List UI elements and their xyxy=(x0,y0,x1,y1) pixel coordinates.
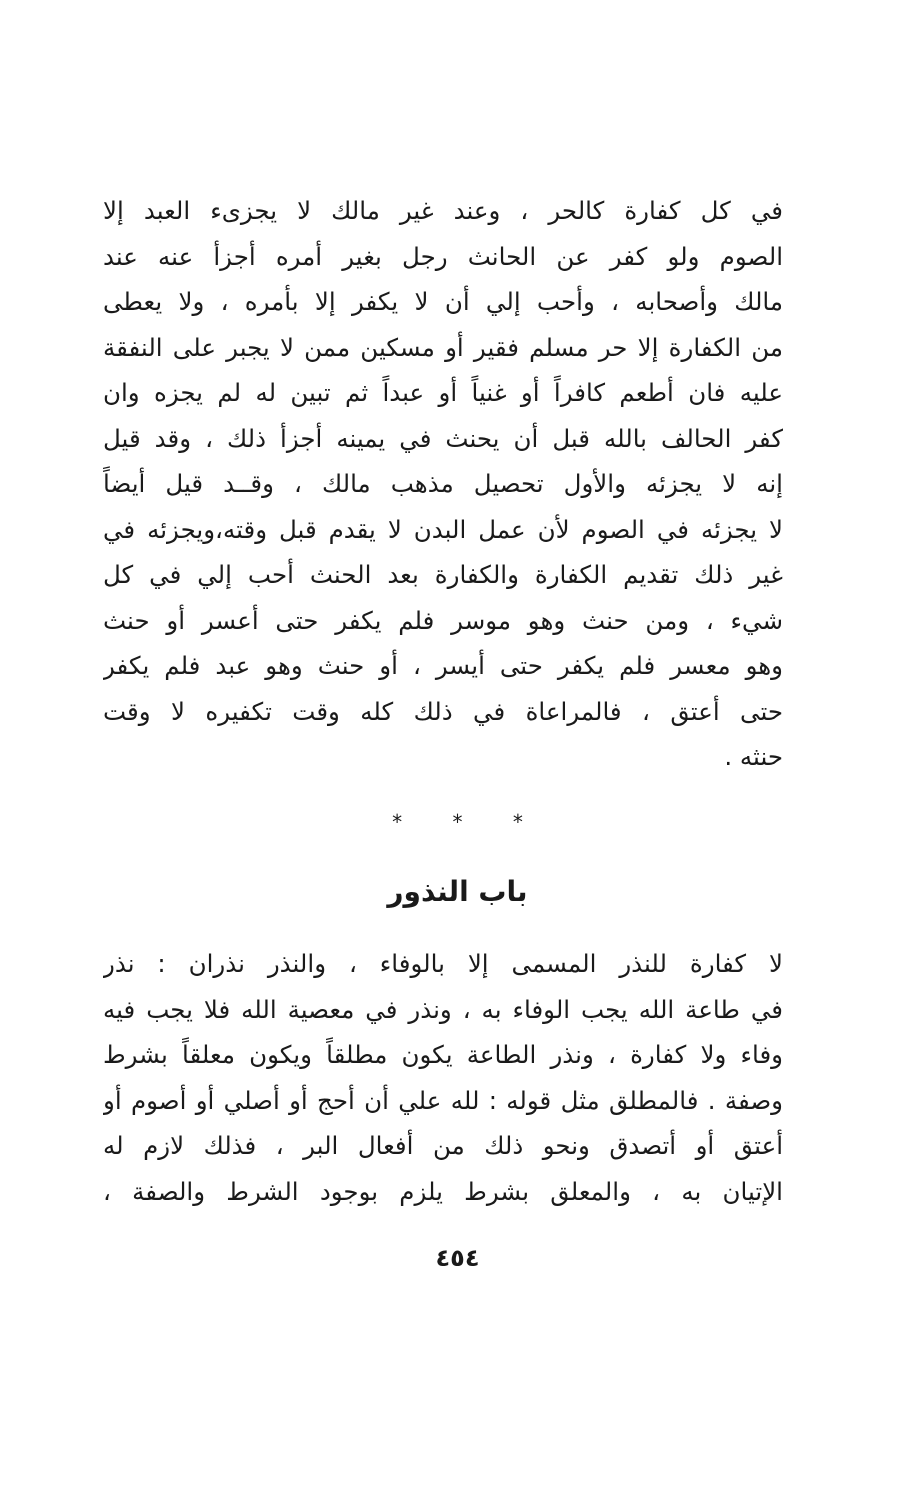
text-line: وفاء ولا كفارة ، ونذر الطاعة يكون مطلقاً ويكون معلقاً بشرط xyxy=(103,1040,783,1069)
text-line: غير ذلك تقديم الكفارة والكفارة بعد الحنث أحب إلي في كل xyxy=(103,560,783,589)
text-line: وصفة . فالمطلق مثل قوله : لله علي أن أحج أو أصلي أو أصوم أو xyxy=(103,1085,783,1115)
text-line: الصوم ولو كفر عن الحانث رجل بغير أمره أجزأ عنه عند xyxy=(103,241,783,271)
text-line: في كل كفارة كالحر ، وعند غير مالك لا يجزىء العبد إلا xyxy=(103,196,783,225)
paragraph-nudhur xyxy=(103,941,783,1214)
text-line: الإتيان به ، والمعلق بشرط يلزم بوجود الشرط والصفة ، xyxy=(103,1176,783,1206)
text-line: عليه فان أطعم كافراً أو غنياً أو عبداً ثم تبين له لم يجزه وان xyxy=(103,378,783,407)
text-line: من الكفارة إلا حر مسلم فقير أو مسكين ممن لا يجبر على النفقة xyxy=(103,332,783,362)
text-line: لا كفارة للنذر المسمى إلا بالوفاء ، والنذر نذران : نذر xyxy=(103,949,783,978)
text-line: لا يجزئه في الصوم لأن عمل البدن لا يقدم قبل وقته،ويجزئه في xyxy=(103,514,783,544)
paragraph-kaffarah xyxy=(103,188,783,780)
chapter-heading: باب النذور xyxy=(387,875,528,908)
page-number: ٤٥٤ xyxy=(435,1244,480,1272)
text-line: كفر الحالف بالله قبل أن يحنث في يمينه أجزأ ذلك ، وقد قيل xyxy=(103,423,783,453)
text-line: حتى أعتق ، فالمراعاة في ذلك كله وقت تكفيره لا وقت xyxy=(103,696,783,726)
text-line: أعتق أو أتصدق ونحو ذلك من أفعال البر ، فذلك لازم له xyxy=(103,1131,783,1160)
text-line: إنه لا يجزئه والأول تحصيل مذهب مالك ، وقــد قيل أيضاً xyxy=(103,469,783,498)
text-line: في طاعة الله يجب الوفاء به ، ونذر في معصية الله فلا يجب فيه xyxy=(103,994,783,1024)
section-divider-asterisks: * * * xyxy=(392,810,545,834)
text-line: مالك وأصحابه ، وأحب إلي أن لا يكفر إلا بأمره ، ولا يعطى xyxy=(103,287,783,316)
text-line: وهو معسر فلم يكفر حتى أيسر ، أو حنث وهو عبد فلم يكفر xyxy=(103,651,783,680)
text-line: حنثه . xyxy=(724,742,783,771)
text-line: شيء ، ومن حنث وهو موسر فلم يكفر حتى أعسر أو حنث xyxy=(103,605,783,635)
